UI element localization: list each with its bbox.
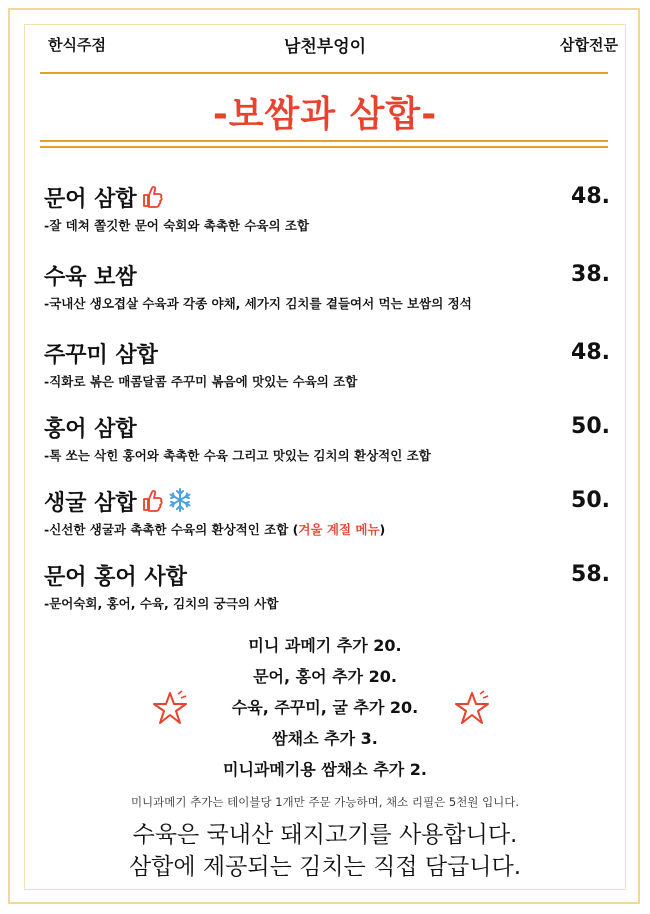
menu-item-price: 48. (571, 340, 610, 365)
menu-item-name: 주꾸미 삼합 (44, 343, 158, 368)
menu-item-description-end: ) (379, 522, 386, 537)
add-on-item: 문어, 홍어 추가 20. (253, 667, 397, 686)
add-on-item: 미니 과메기 추가 20. (248, 636, 402, 655)
menu-item-description (44, 520, 385, 538)
menu-item-description: -톡 쏘는 삭힌 홍어와 촉촉한 수육 그리고 맛있는 김치의 환상적인 조합 (44, 448, 431, 463)
menu-item (44, 412, 610, 472)
menu-item (44, 486, 610, 546)
restaurant-name: 남천부엉이 (283, 37, 367, 57)
seasonal-menu-label: 겨울 계절 메뉴 (298, 522, 380, 537)
star-doodle-icon (150, 690, 190, 730)
menu-item-description: -직화로 볶은 매콤달콤 주꾸미 볶음에 맛있는 수육의 조합 (44, 374, 358, 389)
menu-item-description: -문어숙회, 홍어, 수육, 김치의 궁극의 사합 (44, 596, 279, 611)
kimchi-notice: 삼합에 제공되는 김치는 직접 담급니다. (128, 854, 522, 880)
menu-item (44, 338, 610, 398)
menu-item-price: 48. (571, 184, 610, 209)
snowflake-icon (167, 487, 193, 519)
menu-item-name-text: 문어 삼합 (44, 187, 137, 212)
header-right-label: 삼합전문 (560, 36, 618, 54)
top-divider (40, 72, 608, 74)
menu-item (44, 260, 610, 320)
title-divider-upper (40, 140, 608, 142)
add-on-list (0, 630, 650, 785)
menu-title: -보쌈과 삼합- (212, 94, 438, 135)
star-doodle-icon (452, 690, 492, 730)
refill-note: 미니과메기 추가는 테이블당 1개만 주문 가능하며, 채소 리필은 5천원 입니다. (130, 795, 520, 809)
menu-item-price: 58. (571, 562, 610, 587)
menu-item-name (44, 486, 193, 519)
menu-item-description: -국내산 생오겹살 수육과 각종 야채, 세가지 김치를 곁들여서 먹는 보쌈의 정석 (44, 296, 472, 311)
header-left-label: 한식주점 (48, 36, 106, 54)
title-divider-lower (40, 146, 608, 148)
menu-item (44, 182, 610, 242)
menu-item-name: 문어 홍어 사합 (44, 565, 187, 590)
menu-item-price: 50. (571, 414, 610, 439)
menu-item-description: -잘 데쳐 쫄깃한 문어 숙회와 촉촉한 수육의 조합 (44, 218, 310, 233)
menu-item-price: 38. (571, 262, 610, 287)
menu-item-name-text: 생굴 삼합 (44, 491, 137, 516)
menu-item-price: 50. (571, 488, 610, 513)
menu-item-name: 홍어 삼합 (44, 417, 137, 442)
add-on-item: 수육, 주꾸미, 굴 추가 20. (231, 698, 419, 717)
add-on-item: 미니과메기용 쌈채소 추가 2. (223, 760, 427, 779)
header (20, 28, 630, 58)
menu-item-name (44, 182, 163, 215)
menu-item (44, 560, 610, 620)
menu-item-description-text: -신선한 생굴과 촉촉한 수육의 환상적인 조합 ( (44, 522, 299, 537)
thumbs-up-icon (141, 489, 163, 519)
add-on-item: 쌈채소 추가 3. (272, 729, 378, 748)
pork-origin-notice: 수육은 국내산 돼지고기를 사용합니다. (132, 822, 518, 848)
menu-item-name: 수육 보쌈 (44, 265, 137, 290)
thumbs-up-icon (141, 185, 163, 215)
